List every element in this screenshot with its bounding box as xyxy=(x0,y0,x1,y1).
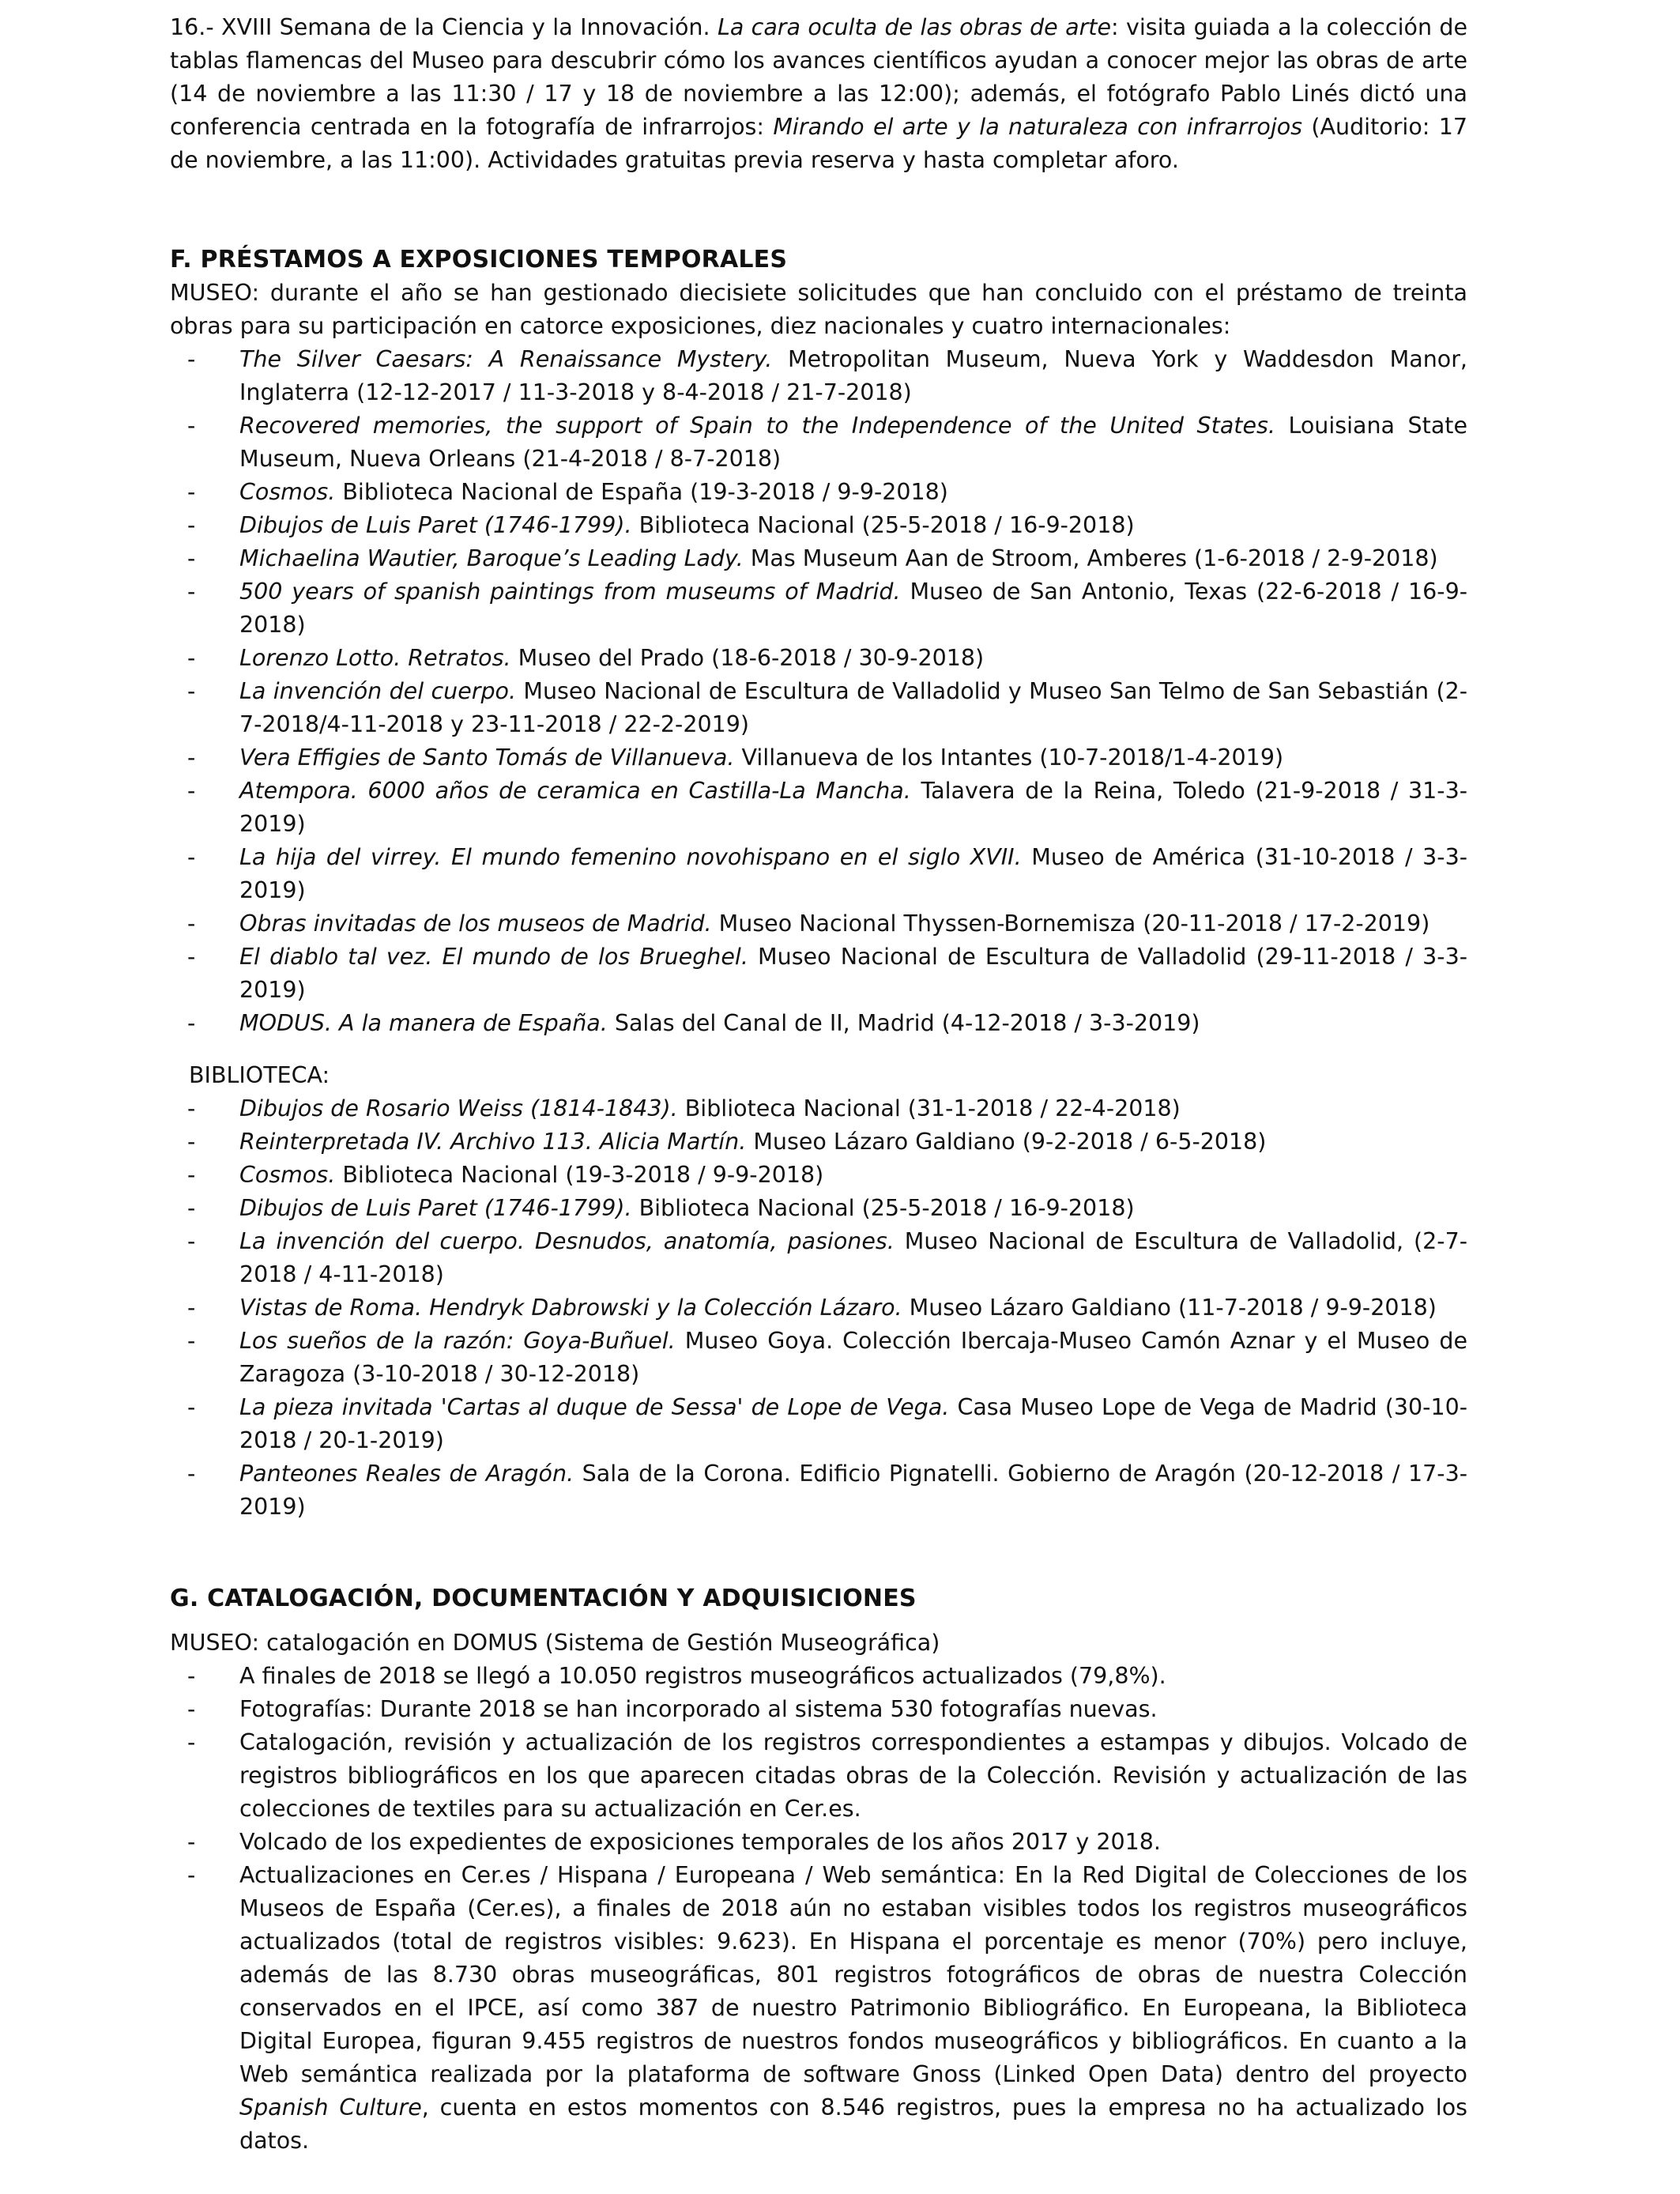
list-bullet: - xyxy=(187,479,196,505)
biblioteca-loans-list xyxy=(170,1092,1467,1524)
list-item xyxy=(170,1125,1467,1159)
exhibition-title: El diablo tal vez. El mundo de los Brueghel. xyxy=(239,944,748,970)
list-bullet: - xyxy=(187,1862,196,1888)
list-item xyxy=(170,509,1467,542)
exhibition-title: Dibujos de Rosario Weiss (1814-1843). xyxy=(239,1095,678,1122)
list-bullet: - xyxy=(187,778,196,804)
list-item xyxy=(170,1159,1467,1192)
exhibition-title: Recovered memories, the support of Spain to the Independence of the United States. xyxy=(239,413,1275,439)
museo-intro-text: : durante el año se han gestionado diecisiete solicitudes que han concluido con el préstamo de treinta obras para su participación en catorce exposiciones, diez nacionales y cuatro internacionales: xyxy=(170,280,1467,339)
exhibition-title: Lorenzo Lotto. Retratos. xyxy=(239,645,511,671)
list-item xyxy=(170,409,1467,476)
exhibition-title: Los sueños de la razón: Goya-Buñuel. xyxy=(239,1328,676,1354)
list-item xyxy=(170,343,1467,409)
section-f-title: F. PRÉSTAMOS A EXPOSICIONES TEMPORALES xyxy=(170,246,788,273)
exhibition-title: Cosmos. xyxy=(239,479,336,505)
exhibition-title: Vera Effigies de Santo Tomás de Villanueva. xyxy=(239,745,735,771)
list-item-text: , cuenta en estos momentos con 8.546 registros, pues la empresa no ha actualizado los datos. xyxy=(239,2094,1468,2154)
list-bullet: - xyxy=(187,1129,196,1155)
list-bullet: - xyxy=(187,1228,196,1254)
list-item xyxy=(170,841,1467,907)
list-bullet: - xyxy=(187,1696,196,1722)
list-item-text: Catalogación, revisión y actualización de los registros correspondientes a estampas y dibujos. Volcado de registros bibliográficos en los que aparecen citadas obras de la Colección. Revisión y actualización de las colecciones de textiles para su actualización en Cer.es. xyxy=(239,1729,1467,1822)
exhibition-details: Biblioteca Nacional (25-5-2018 / 16-9-2018) xyxy=(631,1195,1135,1221)
list-item xyxy=(170,476,1467,509)
list-item xyxy=(170,675,1467,741)
list-item-text: Actualizaciones en Cer.es / Hispana / Europeana / Web semántica: En la Red Digital de Colecciones de los Museos de España (Cer.es), a finales de 2018 aún no estaban visibles todos los registros museográficos actualizados (total de registros visibles: 9.623). En Hispana el porcentaje es menor (70%) pero incluye, además de las 8.730 obras museográficas, 801 registros fotográficos de obras de nuestra Colección conservados en el IPCE, así como 387 de nuestro Patrimonio Bibliográfico. En Europeana, la Biblioteca Digital Europea, figuran 9.455 registros de nuestros fondos museográficos y bibliográficos. En cuanto a la Web semántica realizada por la plataforma de software Gnoss (Linked Open Data) dentro del proyecto xyxy=(239,1862,1467,2087)
list-item xyxy=(170,1225,1467,1291)
document-content xyxy=(170,6,1467,2158)
list-bullet: - xyxy=(187,1461,196,1487)
exhibition-title: Cosmos. xyxy=(239,1162,336,1188)
exhibition-title: Michaelina Wautier, Baroque’s Leading Lady. xyxy=(239,545,744,571)
item-16-lead: 16.- XVIII Semana de la Ciencia y la Innovación. xyxy=(170,14,710,40)
exhibition-title: MODUS. A la manera de España. xyxy=(239,1010,608,1036)
list-bullet: - xyxy=(187,579,196,605)
list-bullet: - xyxy=(187,1328,196,1354)
exhibition-title: La invención del cuerpo. Desnudos, anatomía, pasiones. xyxy=(239,1228,895,1254)
item-16-conference-title: Mirando el arte y la naturaleza con infrarrojos xyxy=(773,114,1303,140)
list-bullet: - xyxy=(187,413,196,439)
exhibition-details: Museo Nacional de Escultura de Valladolid (29-11-2018 / 3-3-2019) xyxy=(239,944,1468,1003)
list-bullet: - xyxy=(187,844,196,870)
exhibition-details: Museo Lázaro Galdiano (11-7-2018 / 9-9-2018) xyxy=(902,1295,1437,1321)
list-bullet: - xyxy=(187,512,196,538)
exhibition-details: Villanueva de los Intantes (10-7-2018/1-4-2019) xyxy=(734,745,1284,771)
exhibition-title: Atempora. 6000 años de ceramica en Castilla-La Mancha. xyxy=(239,778,911,804)
exhibition-title: Dibujos de Luis Paret (1746-1799). xyxy=(239,1195,632,1221)
list-item xyxy=(170,1007,1467,1040)
list-bullet: - xyxy=(187,1195,196,1221)
list-bullet: - xyxy=(187,545,196,571)
list-bullet: - xyxy=(187,1295,196,1321)
exhibition-details: Museo Lázaro Galdiano (9-2-2018 / 6-5-2018) xyxy=(746,1129,1267,1155)
list-bullet: - xyxy=(187,1394,196,1420)
list-item xyxy=(170,1826,1467,1859)
exhibition-details: Museo Nacional de Escultura de Valladolid y Museo San Telmo de San Sebastián (2-7-2018/4-11-2018 y 23-11-2018 / 22-2-2019) xyxy=(239,678,1467,737)
list-bullet: - xyxy=(187,1663,196,1689)
list-bullet: - xyxy=(187,678,196,704)
exhibition-details: Biblioteca Nacional (31-1-2018 / 22-4-2018) xyxy=(677,1095,1181,1122)
list-item xyxy=(170,1391,1467,1457)
domus-subtitle: MUSEO: catalogación en DOMUS (Sistema de Gestión Museográfica) xyxy=(170,1630,940,1656)
biblioteca-label: BIBLIOTECA: xyxy=(189,1062,330,1088)
list-item xyxy=(170,1660,1467,1693)
exhibition-title: La invención del cuerpo. xyxy=(239,678,517,704)
list-item-text: A finales de 2018 se llegó a 10.050 registros museográficos actualizados (79,8%). xyxy=(239,1663,1166,1689)
exhibition-title: La pieza invitada 'Cartas al duque de Sessa' de Lope de Vega. xyxy=(239,1394,950,1420)
list-bullet: - xyxy=(187,1162,196,1188)
list-item xyxy=(170,642,1467,675)
list-bullet: - xyxy=(187,910,196,937)
list-item xyxy=(170,542,1467,575)
exhibition-details: Museo Nacional de Escultura de Valladolid, (2-7-2018 / 4-11-2018) xyxy=(239,1228,1467,1287)
exhibition-details: Biblioteca Nacional (25-5-2018 / 16-9-2018) xyxy=(631,512,1135,538)
exhibition-title: The Silver Caesars: A Renaissance Mystery. xyxy=(239,346,773,372)
list-item xyxy=(170,1726,1467,1826)
exhibition-details: Metropolitan Museum, Nueva York y Waddesdon Manor, Inglaterra (12-12-2017 / 11-3-2018 y 8-4-2018 / 21-7-2018) xyxy=(239,346,1467,405)
list-item xyxy=(170,575,1467,642)
exhibition-details: Louisiana State Museum, Nueva Orleans (21-4-2018 / 8-7-2018) xyxy=(239,413,1467,472)
list-item xyxy=(170,1457,1467,1524)
exhibition-details: Talavera de la Reina, Toledo (21-9-2018 / 31-3-2019) xyxy=(239,778,1467,837)
item-16-paragraph xyxy=(170,11,1467,177)
list-item xyxy=(170,1092,1467,1125)
exhibition-title: 500 years of spanish paintings from museums of Madrid. xyxy=(239,579,901,605)
list-bullet: - xyxy=(187,1010,196,1036)
exhibition-title: Panteones Reales de Aragón. xyxy=(239,1461,574,1487)
exhibition-title: La hija del virrey. El mundo femenino novohispano en el siglo XVII. xyxy=(239,844,1022,870)
list-item-text: Fotografías: Durante 2018 se han incorporado al sistema 530 fotografías nuevas. xyxy=(239,1696,1158,1722)
list-item xyxy=(170,741,1467,775)
exhibition-details: Salas del Canal de II, Madrid (4-12-2018 / 3-3-2019) xyxy=(607,1010,1200,1036)
exhibition-title: Reinterpretada IV. Archivo 113. Alicia Martín. xyxy=(239,1129,747,1155)
museo-loans-list xyxy=(170,343,1467,1040)
section-f-museo-intro xyxy=(170,277,1467,343)
domus-list xyxy=(170,1660,1467,2158)
list-item xyxy=(170,775,1467,841)
exhibition-details: Mas Museum Aan de Stroom, Amberes (1-6-2018 / 2-9-2018) xyxy=(743,545,1438,571)
item-16-text-a: : visita guiada a la colección de tablas flamencas del Museo para descubrir cómo los avances científicos ayudan a conocer mejor las obras de arte (14 de noviembre a las 11:30 / 17 y 18 de noviembre a las 12:00); además, el fotógrafo Pablo Linés dictó una conferencia centrada en la fotografía de infrarrojos: xyxy=(170,14,1468,140)
list-item xyxy=(170,1291,1467,1325)
exhibition-details: Museo Goya. Colección Ibercaja-Museo Camón Aznar y el Museo de Zaragoza (3-10-2018 / 30-12-2018) xyxy=(239,1328,1467,1387)
list-item xyxy=(170,1192,1467,1225)
list-item xyxy=(170,1693,1467,1726)
list-item-text: Volcado de los expedientes de exposiciones temporales de los años 2017 y 2018. xyxy=(239,1829,1161,1855)
list-item xyxy=(170,1325,1467,1391)
item-16-title: La cara oculta de las obras de arte xyxy=(717,14,1111,40)
list-bullet: - xyxy=(187,944,196,970)
section-g-title: G. CATALOGACIÓN, DOCUMENTACIÓN Y ADQUISICIONES xyxy=(170,1585,917,1612)
list-item xyxy=(170,907,1467,941)
exhibition-details: Biblioteca Nacional de España (19-3-2018 / 9-9-2018) xyxy=(335,479,948,505)
list-item xyxy=(170,941,1467,1007)
exhibition-details: Museo de San Antonio, Texas (22-6-2018 / 16-9-2018) xyxy=(239,579,1467,638)
exhibition-details: Museo del Prado (18-6-2018 / 30-9-2018) xyxy=(510,645,985,671)
exhibition-details: Museo Nacional Thyssen-Bornemisza (20-11-2018 / 17-2-2019) xyxy=(711,910,1430,937)
exhibition-details: Casa Museo Lope de Vega de Madrid (30-10-2018 / 20-1-2019) xyxy=(239,1394,1467,1453)
project-name: Spanish Culture xyxy=(239,2094,422,2120)
list-bullet: - xyxy=(187,1729,196,1755)
exhibition-details: Sala de la Corona. Edificio Pignatelli. Gobierno de Aragón (20-12-2018 / 17-3-2019) xyxy=(239,1461,1467,1520)
list-bullet: - xyxy=(187,346,196,372)
list-bullet: - xyxy=(187,645,196,671)
exhibition-title: Vistas de Roma. Hendryk Dabrowski y la Colección Lázaro. xyxy=(239,1295,902,1321)
list-item xyxy=(170,1859,1467,2158)
list-bullet: - xyxy=(187,1829,196,1855)
exhibition-details: Museo de América (31-10-2018 / 3-3-2019) xyxy=(239,844,1467,903)
list-bullet: - xyxy=(187,1095,196,1122)
item-16-text-b: (Auditorio: 17 de noviembre, a las 11:00). Actividades gratuitas previa reserva y hasta completar aforo. xyxy=(170,114,1468,173)
museo-label: MUSEO xyxy=(170,280,252,306)
exhibition-details: Biblioteca Nacional (19-3-2018 / 9-9-2018) xyxy=(335,1162,824,1188)
exhibition-title: Obras invitadas de los museos de Madrid. xyxy=(239,910,712,937)
list-bullet: - xyxy=(187,745,196,771)
exhibition-title: Dibujos de Luis Paret (1746-1799). xyxy=(239,512,632,538)
